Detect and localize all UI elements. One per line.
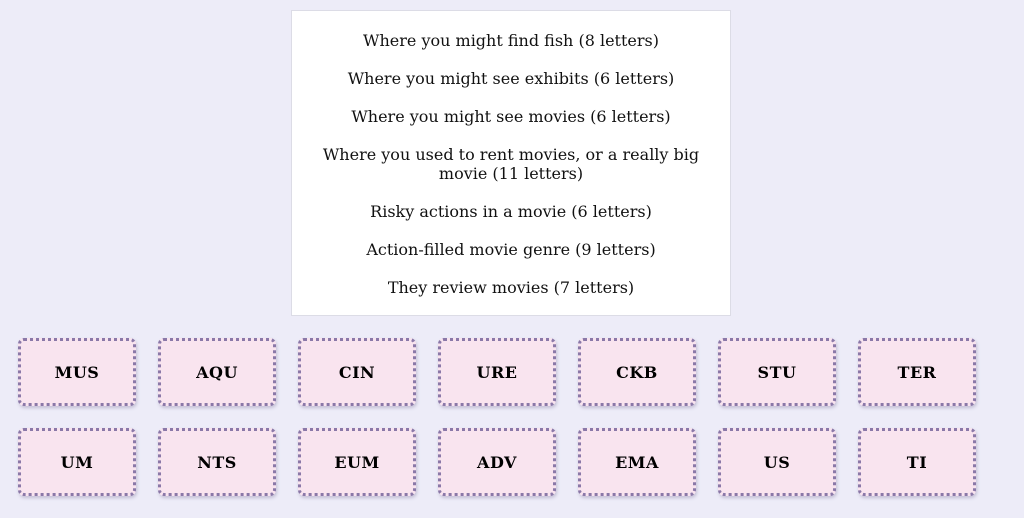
clue-rent-movies: Where you used to rent movies, or a really big movie (11 letters) [322, 145, 700, 183]
tile-ter[interactable]: TER [858, 338, 976, 406]
clue-movie-genre: Action-filled movie genre (9 letters) [366, 240, 656, 259]
clue-panel [291, 10, 731, 316]
clue-movies: Where you might see movies (6 letters) [351, 107, 671, 126]
clue-review-movies: They review movies (7 letters) [387, 278, 635, 297]
tile-mus[interactable]: MUS [18, 338, 136, 406]
tile-stu[interactable]: STU [718, 338, 836, 406]
tile-ti[interactable]: TI [858, 428, 976, 496]
tile-ckb[interactable]: CKB [578, 338, 696, 406]
clue-fish: Where you might find fish (8 letters) [363, 31, 659, 50]
tile-us[interactable]: US [718, 428, 836, 496]
clue-risky-actions: Risky actions in a movie (6 letters) [370, 202, 652, 221]
tile-grid [18, 338, 998, 518]
tile-ure[interactable]: URE [438, 338, 556, 406]
tile-ema[interactable]: EMA [578, 428, 696, 496]
tile-row-1 [18, 338, 998, 406]
clue-exhibits: Where you might see exhibits (6 letters) [347, 69, 675, 88]
tile-aqu[interactable]: AQU [158, 338, 276, 406]
tile-nts[interactable]: NTS [158, 428, 276, 496]
tile-um[interactable]: UM [18, 428, 136, 496]
tile-cin[interactable]: CIN [298, 338, 416, 406]
tile-eum[interactable]: EUM [298, 428, 416, 496]
tile-row-2 [18, 428, 998, 496]
tile-adv[interactable]: ADV [438, 428, 556, 496]
